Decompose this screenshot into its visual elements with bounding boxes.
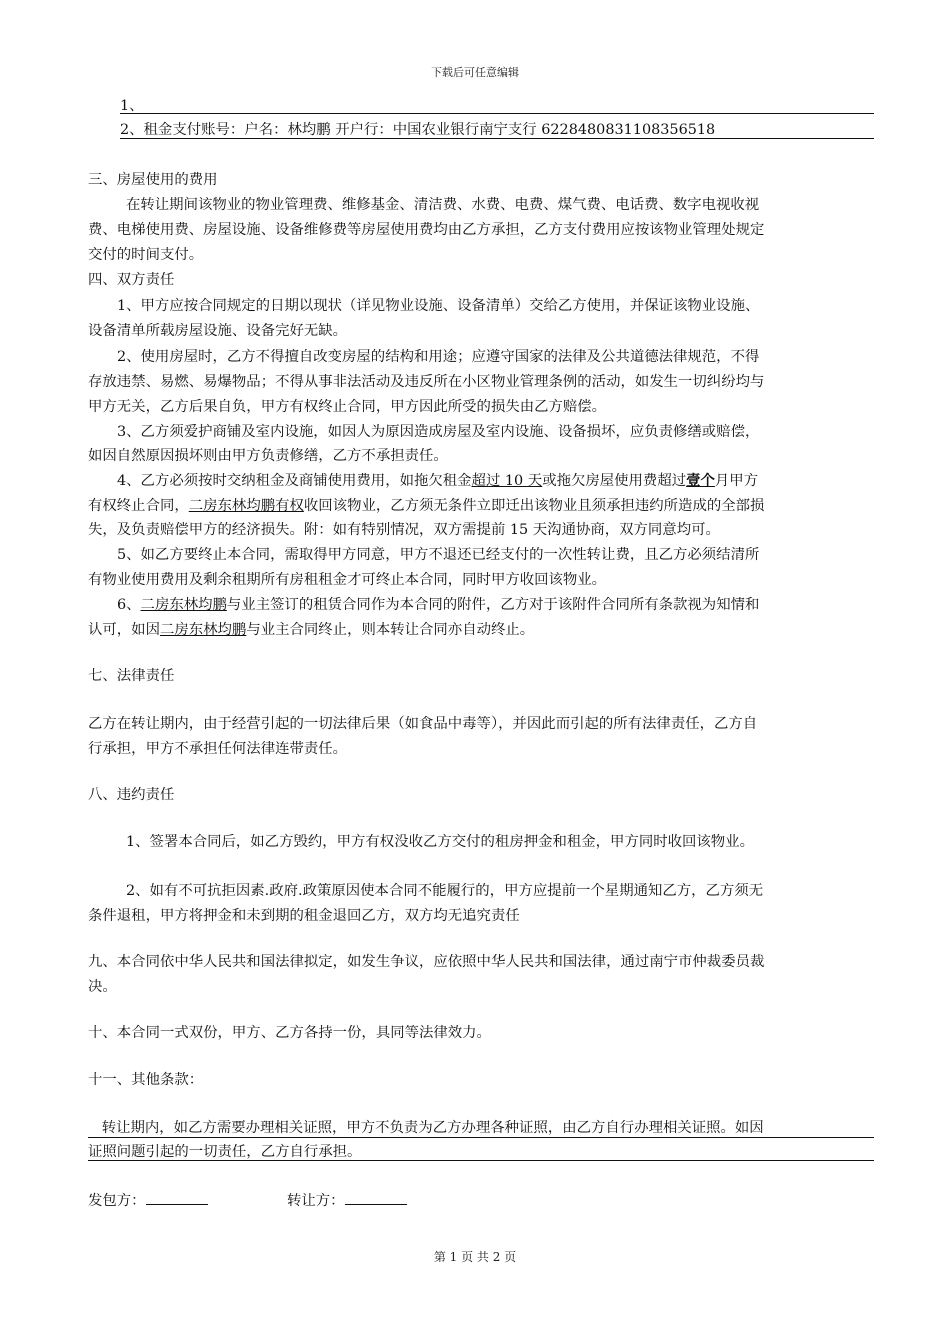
clause-4-4 (88, 469, 903, 493)
section-3-title: 三、房屋使用的费用 (88, 172, 218, 188)
section-7-para-line: 乙方在转让期内，由于经营引起的一切法律后果（如食品中毒等），并因此而引起的所有法律责任，乙方自 (88, 716, 758, 732)
contractor-signature (88, 1188, 288, 1213)
account-line-1-underline (120, 113, 874, 114)
clause-4-4-text: 有权终止合同， (88, 498, 189, 514)
clause-8-1: 1、签署本合同后，如乙方毁约，甲方有权没收乙方交付的租房押金和租金，甲方同时收回该物业。 (126, 834, 754, 850)
section-11-underline (88, 1160, 874, 1161)
contractor-signature-field[interactable] (146, 1188, 208, 1205)
clause-4-6-text: 与业主签订的租赁合同作为本合同的附件，乙方对于该附件合同所有条款视为知情和 (226, 597, 760, 613)
account-line-1: 1、 (120, 98, 144, 114)
clause-4-6-cont (88, 618, 874, 642)
section-3-para-line: 费、电梯使用费、房屋设施、设备维修费等房屋使用费均由乙方承担，乙方支付费用应按该物业管理处规定 (88, 222, 765, 238)
section-10-text: 十、本合同一式双份，甲方、乙方各持一份，具同等法律效力。 (88, 1025, 491, 1041)
clause-4-6-text: 6、 (117, 597, 141, 613)
page-footer: 第 1 页 共 2 页 (433, 1250, 517, 1264)
section-3-para-line: 交付的时间支付。 (88, 247, 204, 263)
section-3-para-line: 在转让期间该物业的物业管理费、维修基金、清洁费、水费、电费、煤气费、电话费、数字电视收视 (126, 197, 760, 213)
clause-4-4-text: 月甲方 (714, 473, 759, 489)
clause-4-6-text: 与业主合同终止，则本转让合同亦自动终止。 (246, 622, 535, 638)
clause-4-3-cont: 如因自然原因损坏则由甲方负责修缮，乙方不承担责任。 (88, 448, 448, 464)
section-11-para-line: 转让期内，如乙方需要办理相关证照，甲方不负责为乙方办理各种证照，由乙方自行办理相关证照。如因 (88, 1120, 764, 1136)
clause-4-4-text: 收回该物业，乙方须无条件立即迁出该物业且须承担违约所造成的全部损 (303, 498, 765, 514)
clause-4-6 (88, 593, 903, 617)
clause-4-4-text: 或拖欠房屋使用费超过 (542, 473, 687, 489)
landlord-name: 二房东林均鹏有权 (188, 498, 304, 514)
section-7-para-line: 行承担，甲方不承担任何法律连带责任。 (88, 741, 348, 757)
clause-4-2: 2、使用房屋时，乙方不得擅自改变房屋的结构和用途；应遵守国家的法律及公共道德法律规范，不得 (117, 349, 760, 365)
transferee-signature-field[interactable] (345, 1188, 407, 1205)
clause-4-1-cont: 设备清单所载房屋设施、设备完好无缺。 (88, 323, 348, 339)
landlord-name: 二房东林均鹏 (159, 622, 247, 638)
clause-8-2: 2、如有不可抗拒因素.政府.政策原因使本合同不能履行的，甲方应提前一个星期通知乙方，乙方须无 (126, 883, 764, 899)
clause-4-2-cont: 甲方无关，乙方后果自负，甲方有权终止合同，甲方因此所受的损失由乙方赔偿。 (88, 399, 607, 415)
clause-4-3: 3、乙方须爱护商铺及室内设施，如因人为原因造成房屋及室内设施、设备损坏，应负责修缮或赔偿， (117, 424, 760, 440)
clause-4-4-text: 4、乙方必须按时交纳租金及商铺使用费用，如拖欠租金 (117, 473, 472, 489)
clause-4-5-cont: 有物业使用费用及剩余租期所有房租租金才可终止本合同，同时甲方收回该物业。 (88, 572, 607, 588)
account-line-2-underline (120, 138, 874, 139)
clause-8-2-cont: 条件退租，甲方将押金和未到期的租金退回乙方，双方均无追究责任 (88, 908, 520, 924)
section-4-title: 四、双方责任 (88, 272, 175, 288)
transferee-signature (287, 1188, 487, 1213)
clause-4-4-cont: 失，及负责赔偿甲方的经济损失。附：如有特别情况，双方需提前 15 天沟通协商，双方同意均可。 (88, 522, 720, 538)
section-11-underline (88, 1137, 874, 1138)
transferee-label: 转让方： (287, 1193, 345, 1209)
overdue-months: 壹个 (686, 472, 715, 489)
section-9-para-line: 九、本合同依中华人民共和国法律拟定，如发生争议，应依照中华人民共和国法律，通过南宁市仲裁委员裁 (88, 954, 765, 970)
section-11-title: 十一、其他条款： (88, 1072, 204, 1088)
page-header: 下载后可任意编辑 (431, 66, 519, 79)
section-9-para-line: 决。 (88, 979, 117, 995)
section-11-para-line: 证照问题引起的一切责任，乙方自行承担。 (88, 1144, 362, 1160)
section-8-title: 八、违约责任 (88, 787, 175, 803)
clause-4-5: 5、如乙方要终止本合同，需取得甲方同意，甲方不退还已经支付的一次性转让费，且乙方必须结清所 (117, 547, 760, 563)
landlord-name: 二房东林均鹏 (140, 597, 227, 613)
account-line-2: 2、租金支付账号：户名：林均鹏 开户行：中国农业银行南宁支行 6228480831108356518 (120, 122, 716, 138)
section-7-title: 七、法律责任 (88, 668, 175, 684)
clause-4-2-cont: 存放违禁、易燃、易爆物品；不得从事非法活动及违反所在小区物业管理条例的活动，如发生一切纠纷均与 (88, 374, 765, 390)
clause-4-4-cont (88, 494, 874, 518)
clause-4-6-text: 认可，如因 (88, 622, 160, 638)
overdue-days: 超过 10 天 (471, 473, 543, 489)
clause-4-1: 1、甲方应按合同规定的日期以现状（详见物业设施、设备清单）交给乙方使用，并保证该物业设施、 (117, 298, 760, 314)
contractor-label: 发包方： (88, 1193, 146, 1209)
